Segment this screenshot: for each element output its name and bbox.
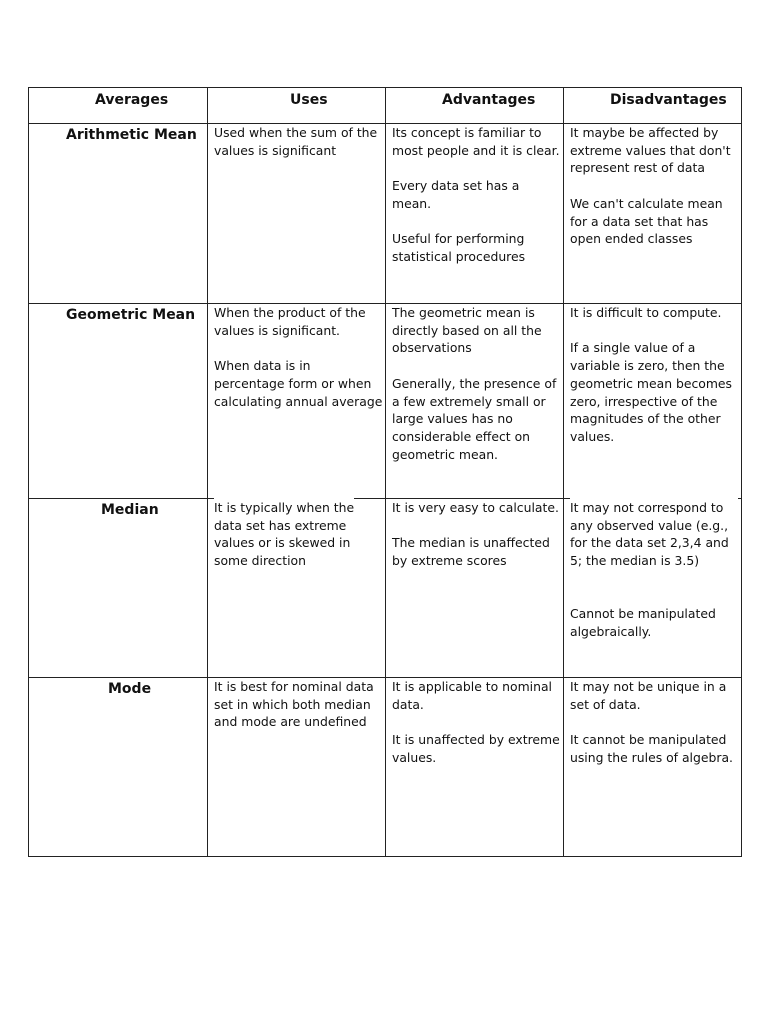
cell-text: Used when the sum of the values is significant bbox=[214, 125, 378, 158]
row-name-median: Median bbox=[101, 502, 159, 518]
disadvantages-cell bbox=[570, 499, 740, 640]
row-name-arithmetic-mean: Arithmetic Mean bbox=[66, 127, 197, 143]
column-divider bbox=[563, 88, 564, 856]
cell-text: It is unaffected by extreme values. bbox=[392, 732, 560, 765]
cell-text: It cannot be manipulated using the rules of algebra. bbox=[570, 732, 733, 765]
advantages-cell bbox=[392, 678, 562, 767]
uses-cell bbox=[214, 678, 384, 731]
disadvantages-cell bbox=[570, 678, 740, 767]
column-divider bbox=[385, 88, 386, 856]
cell-text: The median is unaffected by extreme scores bbox=[392, 535, 550, 569]
row-name-mode: Mode bbox=[108, 681, 152, 697]
cell-text: It maybe be affected by extreme values that don't represent rest of data bbox=[570, 125, 731, 176]
cell-text: If a single value of a variable is zero, then the geometric mean becomes zero, irrespective of the magnitudes of the other values. bbox=[570, 340, 733, 444]
cell-text: Useful for performing statistical procedures bbox=[392, 231, 526, 264]
cell-text: Generally, the presence of a few extremely small or large values has no considerable effect on geometric mean. bbox=[392, 375, 557, 462]
cell-text: We can't calculate mean for a data set that has open ended classes bbox=[570, 195, 723, 247]
cell-text: It may not be unique in a set of data. bbox=[570, 679, 727, 712]
disadvantages-cell bbox=[570, 304, 740, 446]
header-advantages: Advantages bbox=[442, 92, 536, 108]
averages-table bbox=[28, 87, 742, 857]
row-name-geometric-mean: Geometric Mean bbox=[66, 307, 196, 323]
advantages-cell bbox=[392, 304, 562, 463]
cell-text: Cannot be manipulated algebraically. bbox=[570, 605, 716, 639]
header-uses: Uses bbox=[290, 92, 328, 108]
cell-text: The geometric mean is directly based on all the observations bbox=[392, 305, 542, 356]
cell-text: It is applicable to nominal data. bbox=[392, 679, 552, 712]
header-disadvantages: Disadvantages bbox=[610, 92, 727, 108]
header-averages: Averages bbox=[95, 92, 169, 108]
cell-text: Every data set has a mean. bbox=[392, 178, 520, 211]
cell-text: When the product of the values is significant. bbox=[214, 305, 366, 338]
uses-cell bbox=[214, 304, 384, 410]
cell-text: Its concept is familiar to most people and it is clear. bbox=[392, 125, 560, 158]
advantages-cell bbox=[392, 499, 562, 570]
disadvantages-cell bbox=[570, 124, 740, 248]
cell-text: It is very easy to calculate. bbox=[392, 500, 559, 515]
cell-text: When data is in percentage form or when calculating annual average bbox=[214, 358, 383, 409]
column-divider bbox=[207, 88, 208, 856]
uses-cell bbox=[214, 499, 384, 570]
cell-text: It is best for nominal data set in which both median and mode are undefined bbox=[214, 679, 374, 730]
cell-text: It is difficult to compute. bbox=[570, 305, 722, 320]
uses-cell bbox=[214, 124, 384, 159]
advantages-cell bbox=[392, 124, 562, 266]
cell-text: It may not correspond to any observed value (e.g., for the data set 2,3,4 and 5; the median is 3.5) bbox=[570, 500, 729, 569]
cell-text: It is typically when the data set has extreme values or is skewed in some direction bbox=[214, 500, 355, 569]
